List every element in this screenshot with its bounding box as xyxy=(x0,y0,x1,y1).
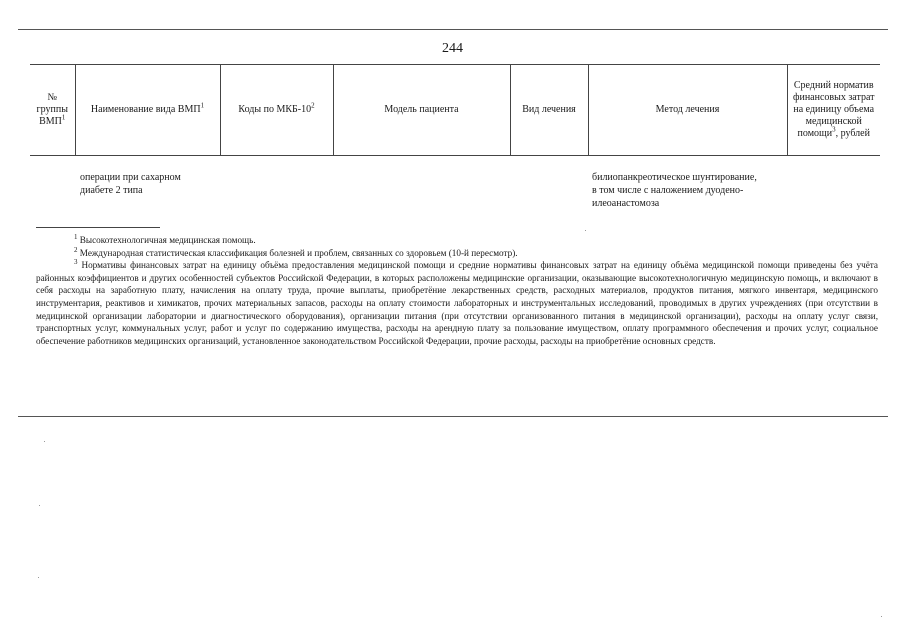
scan-speck xyxy=(39,505,40,506)
scan-speck xyxy=(881,616,882,617)
col-header-treatment-method: Метод лечения xyxy=(588,65,787,156)
header-table xyxy=(30,64,880,156)
col-header-avg-cost: Средний норматив финансовых затрат на единицу объема медицинской помощи$^3$, рублей xyxy=(787,65,880,156)
footnote-3: $^3$ Нормативы финансовых затрат на единицу объёма предоставления медицинской помощи и средние нормативы финансовых затрат на единицу объёма медицинской помощи приведены без учёта районных коэффициентов и других особенностей субъектов Российской Федерации, в которых расположены медицинские организации, оказывающие высокотехнологичную медицинскую помощь, и включают в себя расходы на заработную плату, начисления на оплату труда, прочие выплаты, приобретёние лекарственных средств, расходных материалов, продуктов питания, мягкого инвентаря, медицинского инструментария, реактивов и химикатов, прочих материальных запасов, расходы на оплату стоимости лабораторных и инструментальных исследований, проводимых в других учреждениях (при отсутствии в медицинской организации лаборатории и диагностического оборудования), организации питания (при отсутствии организованного питания в медицинской организации), расходы на оплату услуг связи, транспортных услуг, коммунальных услуг, работ и услуг по содержанию имущества, расходы на арендную плату за пользование имуществом, оплату программного обеспечения и прочих услуг, социальное обеспечение работников медицинских организаций, установленное законодательством Российской Федерации, прочие расходы, расходы на приобретёние основных средств. xyxy=(36,258,878,346)
col-header-patient-model: Модель пациента xyxy=(333,65,510,156)
col-header-mkb-codes: Коды по МКБ-$10^2$ xyxy=(220,65,333,156)
col-header-treatment-type: Вид лечения xyxy=(510,65,588,156)
header-row xyxy=(30,65,880,156)
page-number: 244 xyxy=(442,41,463,56)
row-method-line: илеоанастомоза xyxy=(592,198,660,209)
scan-speck xyxy=(38,577,39,578)
col-header-group-number: № группы ВМП$^1$ xyxy=(30,65,75,156)
footnote-1: $^1$ Высокотехнологичная медицинская помощь. xyxy=(74,232,256,245)
row-vmp-name-line: диабете 2 типа xyxy=(80,185,143,196)
row-vmp-name xyxy=(80,171,181,197)
col-header-vmp-name: Наименование вида ВМП$^1$ xyxy=(75,65,220,156)
scan-speck xyxy=(585,230,586,231)
row-method-line: в том числе с наложением дуодено- xyxy=(592,185,744,196)
footnote-2: $^2$ Международная статистическая классификация болезней и проблем, связанных со здоровьем (10-й пересмотр). xyxy=(74,245,518,258)
row-vmp-name-line: операции при сахарном xyxy=(80,172,181,183)
footnotes xyxy=(36,234,878,347)
scan-speck xyxy=(44,441,45,442)
row-treatment-method xyxy=(592,171,757,210)
footnote-separator xyxy=(36,227,160,228)
bottom-border-line xyxy=(18,416,888,417)
top-border-line xyxy=(18,29,888,30)
row-method-line: билиопанкреотическое шунтирование, xyxy=(592,172,757,183)
